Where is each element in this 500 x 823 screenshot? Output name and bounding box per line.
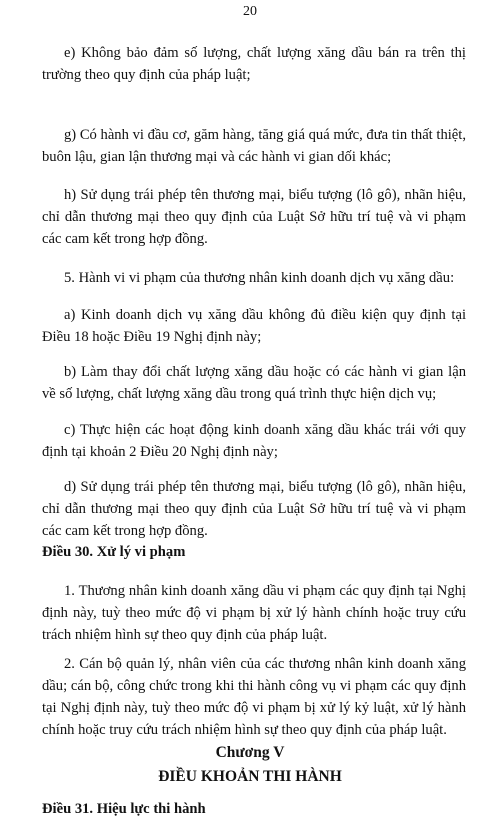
- paragraph-e-text: e) Không bảo đảm số lượng, chất lượng xăng dầu bán ra trên thị trường theo quy định của pháp luật;: [42, 45, 466, 83]
- paragraph-g-text: g) Có hành vi đầu cơ, găm hàng, tăng giá quá mức, đưa tin thất thiệt, buôn lậu, gian lận thương mại và các hành vi gian dối khác;: [42, 127, 466, 165]
- article-30-clause-1: [42, 580, 466, 646]
- paragraph-g: [42, 124, 466, 168]
- paragraph-h: [42, 184, 466, 250]
- article-30-clause-1-text: 1. Thương nhân kinh doanh xăng dầu vi phạm các quy định tại Nghị định này, tuỳ theo mức độ vi phạm bị xử lý hành chính hoặc truy cứu trách nhiệm hình sự theo quy định của pháp luật.: [42, 583, 466, 643]
- article-30-title: Điều 30. Xử lý vi phạm: [42, 544, 186, 560]
- paragraph-d-text: d) Sử dụng trái phép tên thương mại, biểu tượng (lô gô), nhãn hiệu, chỉ dẫn thương mại theo quy định của Luật Sở hữu trí tuệ và vi phạm các cam kết trong hợp đồng.: [42, 479, 466, 539]
- article-31-title: Điều 31. Hiệu lực thi hành: [42, 801, 206, 817]
- paragraph-e: [42, 42, 466, 86]
- paragraph-b: [42, 361, 466, 405]
- chapter-title: ĐIỀU KHOẢN THI HÀNH: [158, 768, 342, 785]
- article-30-clause-2: [42, 653, 466, 741]
- paragraph-c-text: c) Thực hiện các hoạt động kinh doanh xăng dầu khác trái với quy định tại khoản 2 Điều 20 Nghị định này;: [42, 422, 466, 460]
- chapter-number: Chương V: [215, 744, 285, 761]
- clause-5-text: 5. Hành vi vi phạm của thương nhân kinh doanh dịch vụ xăng dầu:: [64, 270, 455, 286]
- paragraph-d: [42, 476, 466, 542]
- page-number: 20: [243, 4, 257, 19]
- paragraph-b-text: b) Làm thay đổi chất lượng xăng dầu hoặc có các hành vi gian lận về số lượng, chất lượng xăng dầu trong quá trình thực hiện dịch vụ;: [42, 364, 466, 402]
- paragraph-a: [42, 304, 466, 348]
- paragraph-a-text: a) Kinh doanh dịch vụ xăng dầu không đủ điều kiện quy định tại Điều 18 hoặc Điều 19 Nghị định này;: [42, 307, 466, 345]
- clause-5: [42, 267, 466, 289]
- paragraph-h-text: h) Sử dụng trái phép tên thương mại, biểu tượng (lô gô), nhãn hiệu, chỉ dẫn thương mại theo quy định của Luật Sở hữu trí tuệ và vi phạm các cam kết trong hợp đồng.: [42, 187, 466, 247]
- paragraph-c: [42, 419, 466, 463]
- article-30-clause-2-text: 2. Cán bộ quản lý, nhân viên của các thương nhân kinh doanh xăng dầu; cán bộ, công chức trong khi thi hành công vụ vi phạm các quy định tại Nghị định này, tuỳ theo mức độ vi phạm bị xử lý kỷ luật, xử lý hành chính hoặc truy cứu trách nhiệm hình sự theo quy định của pháp luật.: [42, 656, 466, 738]
